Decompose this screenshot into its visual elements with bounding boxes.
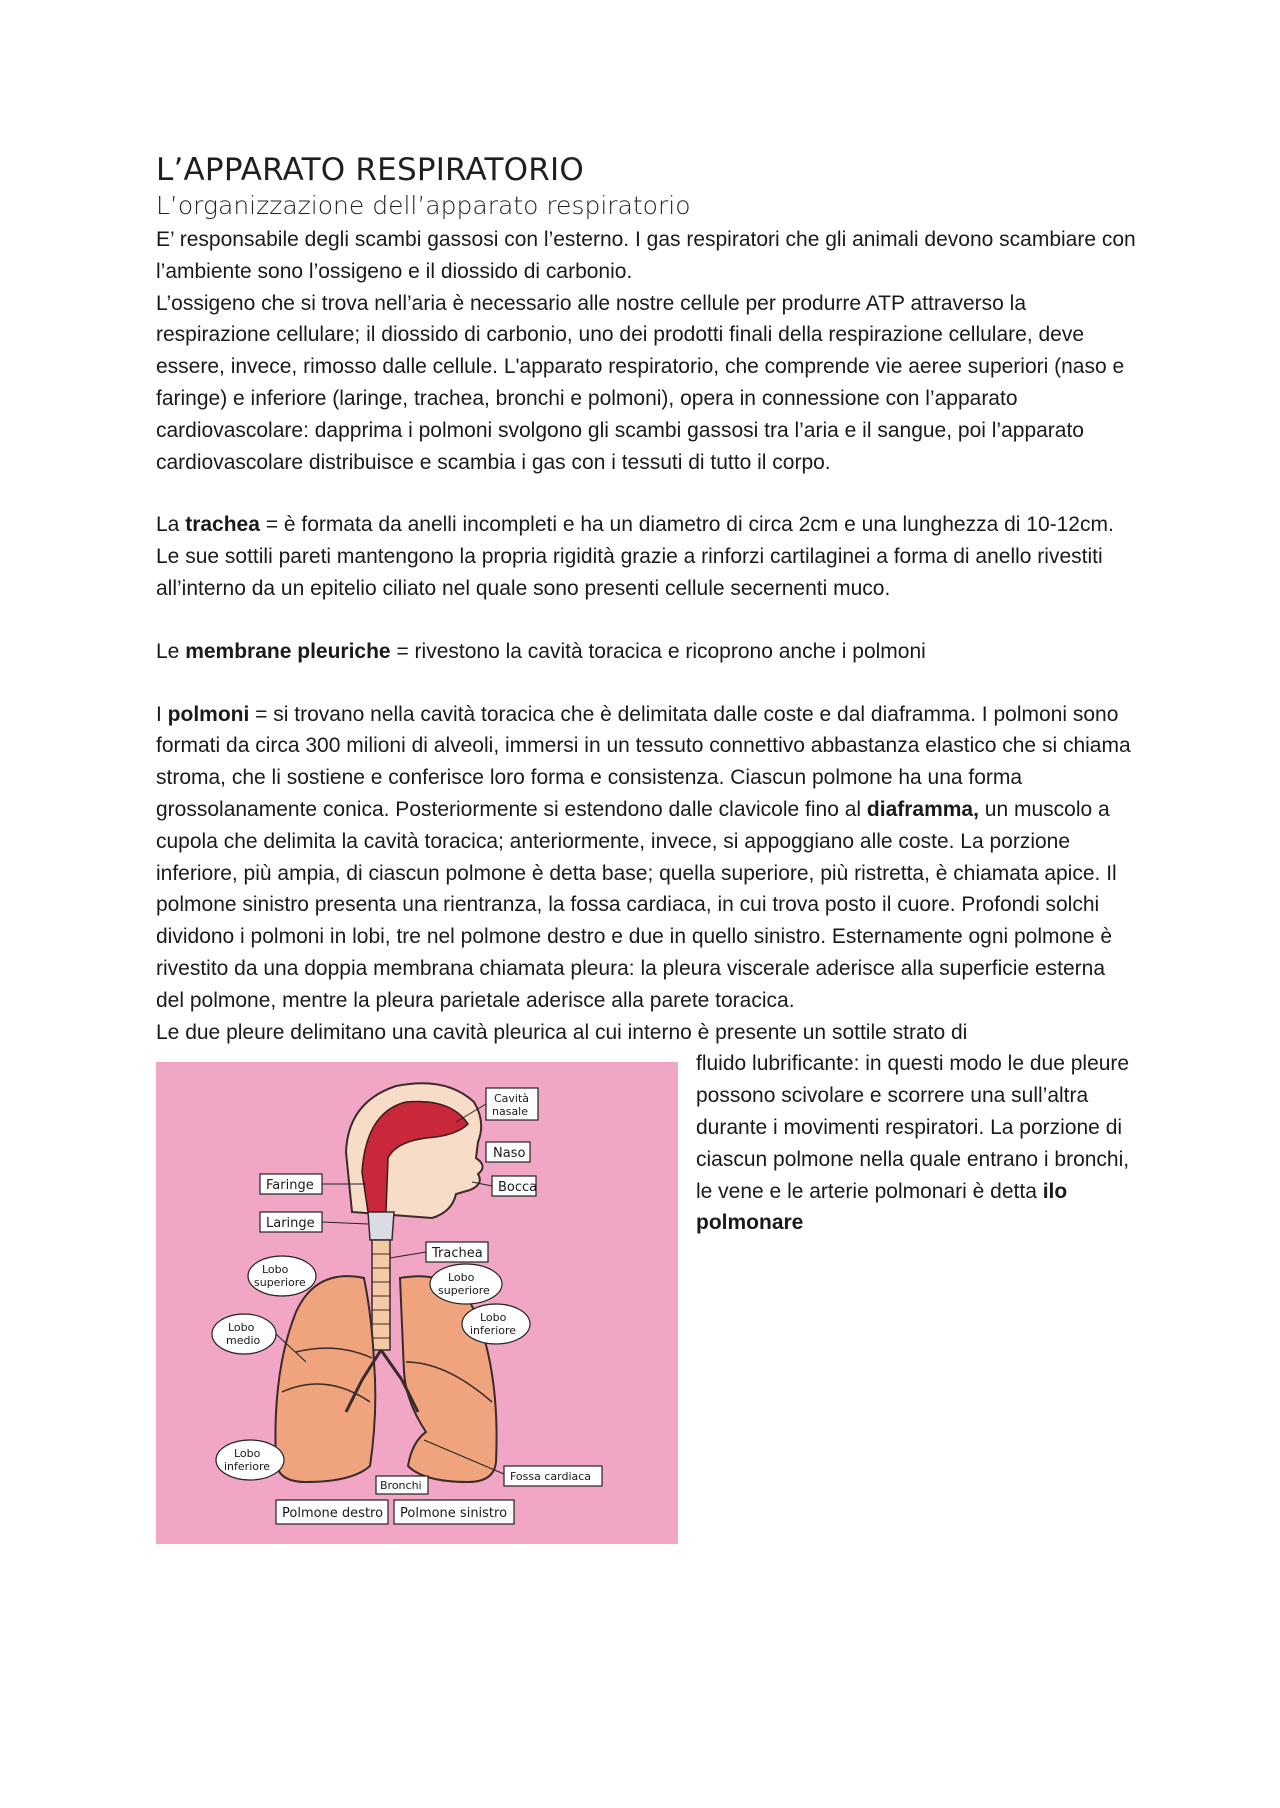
ilo-term: ilo polmonare xyxy=(696,1179,1068,1235)
svg-text:Laringe: Laringe xyxy=(266,1216,315,1232)
svg-text:Bocca: Bocca xyxy=(498,1180,538,1196)
svg-text:Lobo: Lobo xyxy=(480,1311,507,1325)
svg-text:Polmone destro: Polmone destro xyxy=(282,1506,384,1522)
svg-text:Cavità: Cavità xyxy=(494,1092,530,1106)
trachea-icon xyxy=(372,1240,390,1350)
label-lobo-inferiore-dx xyxy=(216,1440,284,1480)
side-text: fluido lubrificante: in questi modo le due pleure possono scivolare e scorrere una sull’altra durante i movimenti respiratori. La porzione di ciascun polmone nella quale entrano i bronchi, le vene e le arterie polmonari è detta ilo polmonare xyxy=(696,1052,1130,1235)
pleure-line: Le due pleure delimitano una cavità pleurica al cui interno è presente un sottile strato di xyxy=(156,1020,968,1044)
diaframma-term: diaframma, xyxy=(866,797,979,821)
label-bronchi xyxy=(376,1476,428,1494)
svg-text:Lobo: Lobo xyxy=(228,1321,255,1335)
page-subtitle: L’organizzazione dell’apparato respiratorio xyxy=(156,191,691,220)
figure-section xyxy=(156,1048,1136,1568)
svg-text:Polmone sinistro: Polmone sinistro xyxy=(400,1506,508,1522)
svg-text:Lobo: Lobo xyxy=(262,1263,289,1277)
label-lobo-inferiore-sx xyxy=(462,1304,530,1344)
polmoni-paragraph: I polmoni = si trovano nella cavità toracica che è delimitata dalle coste e dal diaframma. I polmoni sono formati da circa 300 milioni di alveoli, immersi in un tessuto connettivo abbastanza elastico che si chiama stroma, che li sostiene e conferisce loro forma e consistenza. Ciascun polmone ha una forma grossolanamente conica. Posteriormente si estendono dalle clavicole fino al diaframma, un muscolo a cupola che delimita la cavità toracica; anteriormente, invece, si appoggiano alle coste. La porzione inferiore, più ampia, di ciascun polmone è detta base; quella superiore, più ristretta, è chiamata apice. Il polmone sinistro presenta una rientranza, la fossa cardiaca, in cui trova posto il cuore. Profondi solchi dividono i polmoni in lobi, tre nel polmone destro e due in quello sinistro. Esternamente ogni polmone è rivestito da una doppia membrana chiamata pleura: la pleura viscerale aderisce alla superficie esterna del polmone, mentre la pleura parietale aderisce alla parete toracica. xyxy=(156,702,1131,1012)
svg-text:Faringe: Faringe xyxy=(266,1178,314,1194)
label-polmone-destro xyxy=(276,1500,388,1524)
trachea-term: trachea xyxy=(185,513,260,537)
svg-text:nasale: nasale xyxy=(492,1105,529,1119)
svg-text:Lobo: Lobo xyxy=(234,1447,261,1461)
document-page xyxy=(156,150,1136,1568)
svg-text:medio: medio xyxy=(226,1334,261,1348)
svg-text:superiore: superiore xyxy=(254,1276,306,1290)
svg-text:inferiore: inferiore xyxy=(224,1460,271,1474)
label-lobo-superiore-sx xyxy=(430,1264,502,1304)
svg-text:inferiore: inferiore xyxy=(470,1324,517,1338)
svg-text:Naso: Naso xyxy=(493,1146,526,1162)
svg-text:Lobo: Lobo xyxy=(448,1271,475,1285)
label-naso xyxy=(486,1142,530,1162)
page-title: L’APPARATO RESPIRATORIO xyxy=(156,152,584,188)
intro-paragraph-1: E’ responsabile degli scambi gassosi con l’esterno. I gas respiratori che gli animali devono scambiare con l’ambiente sono l’ossigeno e il diossido di carbonio. xyxy=(156,228,1136,283)
polmoni-term: polmoni xyxy=(167,702,250,726)
respiratory-diagram xyxy=(156,1062,678,1544)
membrane-term: membrane pleuriche xyxy=(185,639,391,663)
membrane-paragraph: Le membrane pleuriche = rivestono la cavità toracica e ricoprono anche i polmoni xyxy=(156,639,926,663)
svg-text:Fossa cardiaca: Fossa cardiaca xyxy=(510,1470,592,1484)
intro-paragraph-2: L’ossigeno che si trova nell’aria è necessario alle nostre cellule per produrre ATP attraverso la respirazione cellulare; il diossido di carbonio, uno dei prodotti finali della respirazione cellulare, deve essere, invece, rimosso dalle cellule. L'apparato respiratorio, che comprende vie aeree superiori (naso e faringe) e inferiore (laringe, trachea, bronchi e polmoni), opera in connessione con l’apparato cardiovascolare: dapprima i polmoni svolgono gli scambi gassosi tra l’aria e il sangue, poi l’apparato cardiovascolare distribuisce e scambia i gas con i tessuti di tutto il corpo. xyxy=(156,291,1125,474)
svg-text:Bronchi: Bronchi xyxy=(380,1479,422,1493)
trachea-paragraph: La trachea = è formata da anelli incompleti e ha un diametro di circa 2cm e una lunghezza di 10-12cm. Le sue sottili pareti mantengono la propria rigidità grazie a rinforzi cartilaginei a forma di anello rivestiti all’interno da un epitelio ciliato nel quale sono presenti cellule secernenti muco. xyxy=(156,513,1114,600)
label-polmone-sinistro xyxy=(394,1500,514,1524)
svg-text:Trachea: Trachea xyxy=(432,1246,483,1262)
label-lobo-superiore-dx xyxy=(248,1256,316,1296)
svg-text:superiore: superiore xyxy=(438,1284,490,1298)
larynx-icon xyxy=(368,1212,394,1240)
